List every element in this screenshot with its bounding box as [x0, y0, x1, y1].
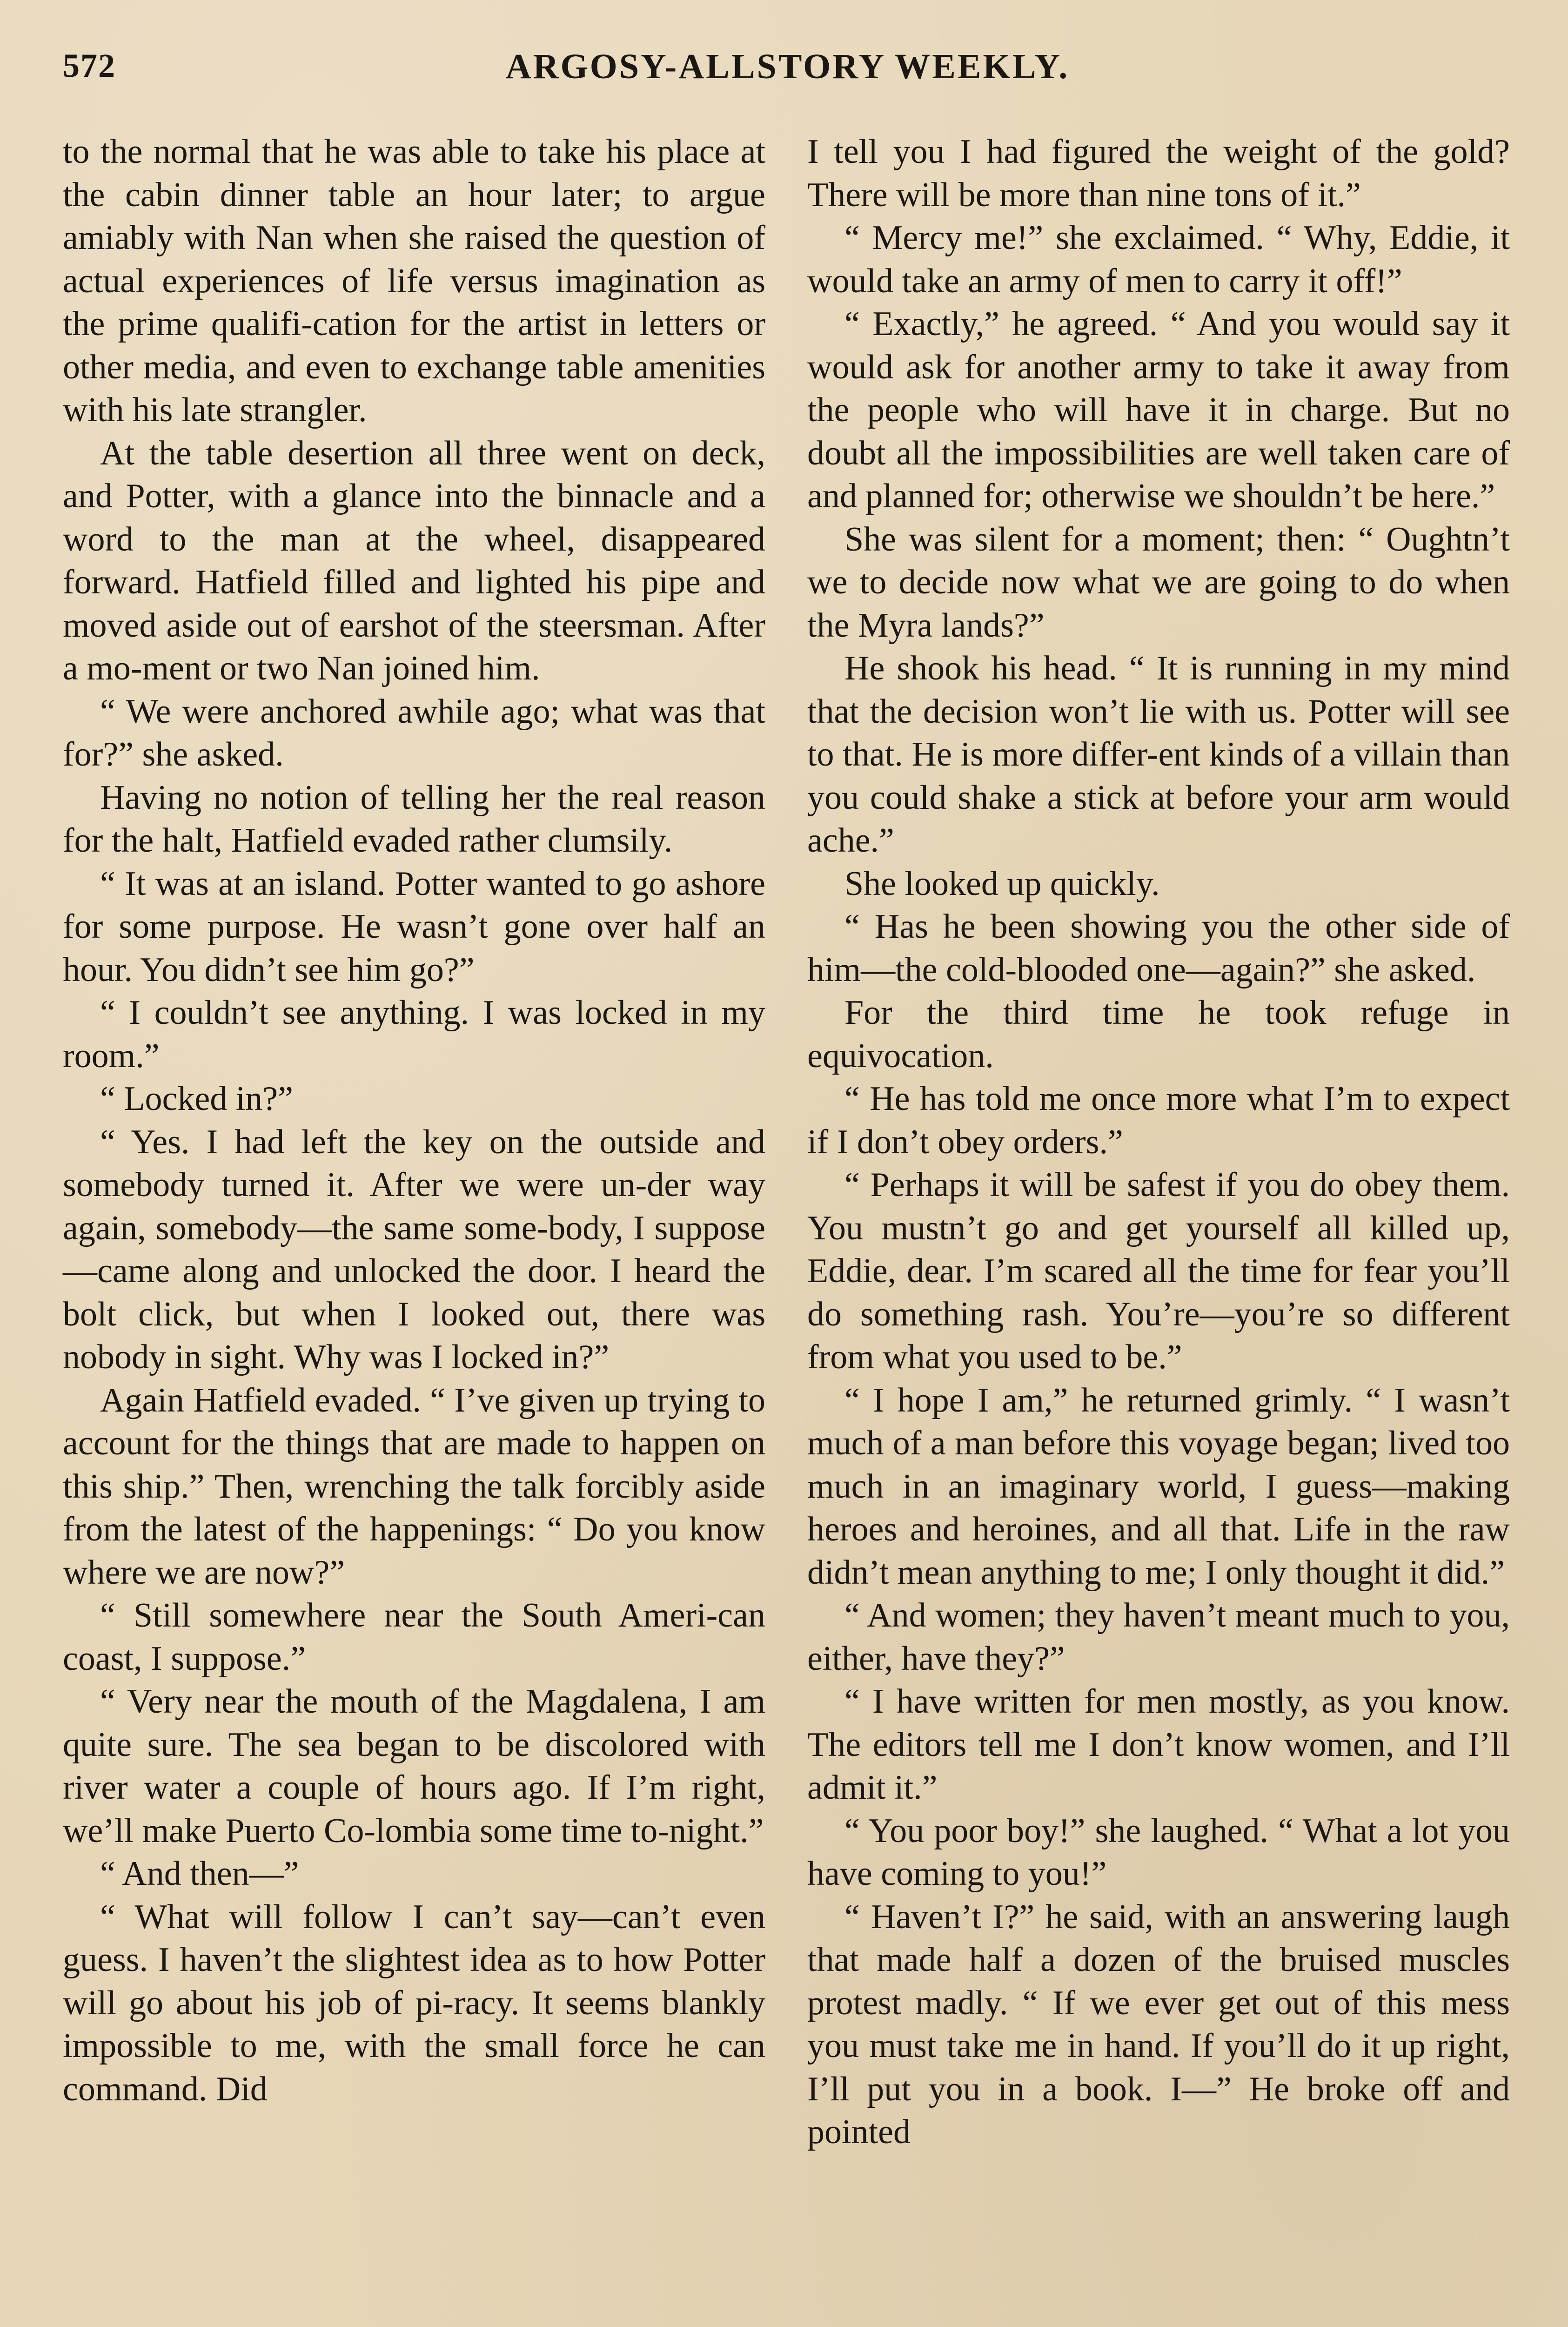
- paragraph: “ And women; they haven’t meant much to you, either, have they?”: [807, 1596, 1510, 1678]
- right-column: [807, 130, 1510, 2154]
- paragraph: “ We were anchored awhile ago; what was that for?” she asked.: [63, 692, 765, 773]
- paragraph: He shook his head. “ It is running in my mind that the decision won’t lie with us. Potter will see to that. He is more differ-ent kinds of a villain than you could shake a stick at before your arm would ache.”: [807, 649, 1510, 860]
- paragraph: “ I couldn’t see anything. I was locked in my room.”: [63, 994, 765, 1075]
- paragraph: “ Locked in?”: [100, 1080, 293, 1118]
- paragraph: For the third time he took refuge in equivocation.: [807, 994, 1510, 1075]
- paragraph: “ I have written for men mostly, as you know. The editors tell me I don’t know women, and I’ll admit it.”: [807, 1682, 1510, 1807]
- paragraph: “ I hope I am,” he returned grimly. “ I wasn’t much of a man before this voyage began; lived too much in an imaginary world, I guess—making heroes and heroines, and all that. Life in the raw didn’t mean anything to me; I only thought it did.”: [807, 1381, 1510, 1592]
- paragraph: “ He has told me once more what I’m to expect if I don’t obey orders.”: [807, 1080, 1510, 1161]
- paragraph: At the table desertion all three went on deck, and Potter, with a glance into the binnacle and a word to the man at the wheel, disappeared forward. Hatfield filled and lighted his pipe and moved aside out of earshot of the steersman. After a mo-ment or two Nan joined him.: [63, 434, 765, 687]
- paragraph: “ Haven’t I?” he said, with an answering laugh that made half a dozen of the bruised muscles protest madly. “ If we ever get out of this mess you must take me in hand. If you’ll do it up right, I’ll put you in a book. I—” He broke off and pointed: [807, 1897, 1510, 2151]
- paragraph: “ Mercy me!” she exclaimed. “ Why, Eddie, it would take an army of men to carry it off!”: [807, 219, 1510, 300]
- paragraph: “ Yes. I had left the key on the outside and somebody turned it. After we were un-der way again, somebody—the same some-body, I suppose—came along and unlocked the door. I heard the bolt click, but when I looked out, there was nobody in sight. Why was I locked in?”: [63, 1123, 765, 1376]
- paragraph: “ Very near the mouth of the Magdalena, I am quite sure. The sea began to be discolored with river water a couple of hours ago. If I’m right, we’ll make Puerto Co-lombia some time to-night.”: [63, 1682, 765, 1850]
- text-columns: [63, 130, 1512, 2154]
- paragraph: Again Hatfield evaded. “ I’ve given up trying to account for the things that are made to happen on this ship.” Then, wrenching the talk forcibly aside from the latest of the happenings: “ Do you know where we are now?”: [63, 1381, 765, 1592]
- paragraph: She was silent for a moment; then: “ Oughtn’t we to decide now what we are going to do when the Myra lands?”: [807, 520, 1510, 645]
- paragraph: I tell you I had figured the weight of the gold? There will be more than nine tons of it.”: [807, 133, 1510, 214]
- paragraph: “ Exactly,” he agreed. “ And you would say it would ask for another army to take it away from the people who will have it in charge. But no doubt all the impossibilities are well taken care of and planned for; otherwise we shouldn’t be here.”: [807, 305, 1510, 515]
- paragraph: “ And then—”: [100, 1855, 299, 1893]
- paragraph: “ Still somewhere near the South Ameri-can coast, I suppose.”: [63, 1596, 765, 1678]
- paragraph: Having no notion of telling her the real reason for the halt, Hatfield evaded rather clumsily.: [63, 778, 765, 860]
- left-column: [63, 130, 765, 2154]
- paragraph: She looked up quickly.: [844, 864, 1160, 903]
- paragraph: “ Perhaps it will be safest if you do obey them. You mustn’t go and get yourself all killed up, Eddie, dear. I’m scared all the time for fear you’ll do something rash. You’re—you’re so different from what you used to be.”: [807, 1166, 1510, 1376]
- paragraph: “ You poor boy!” she laughed. “ What a lot you have coming to you!”: [807, 1811, 1510, 1893]
- paragraph: to the normal that he was able to take his place at the cabin dinner table an hour later; to argue amiably with Nan when she raised the question of actual experiences of life versus imagination as the prime qualifi-cation for the artist in letters or other media, and even to exchange table amenities with his late strangler.: [63, 133, 765, 429]
- paragraph: “ Has he been showing you the other side of him—the cold-blooded one—again?” she asked.: [807, 908, 1510, 989]
- page-number: 572: [63, 47, 116, 84]
- paragraph: “ It was at an island. Potter wanted to go ashore for some purpose. He wasn’t gone over half an hour. You didn’t see him go?”: [63, 864, 765, 989]
- magazine-title: ARGOSY-ALLSTORY WEEKLY.: [505, 47, 1070, 86]
- paragraph: “ What will follow I can’t say—can’t even guess. I haven’t the slightest idea as to how Potter will go about his job of pi-racy. It seems blankly impossible to me, with the small force he can command. Did: [63, 1897, 765, 2108]
- page-header: [63, 47, 1512, 116]
